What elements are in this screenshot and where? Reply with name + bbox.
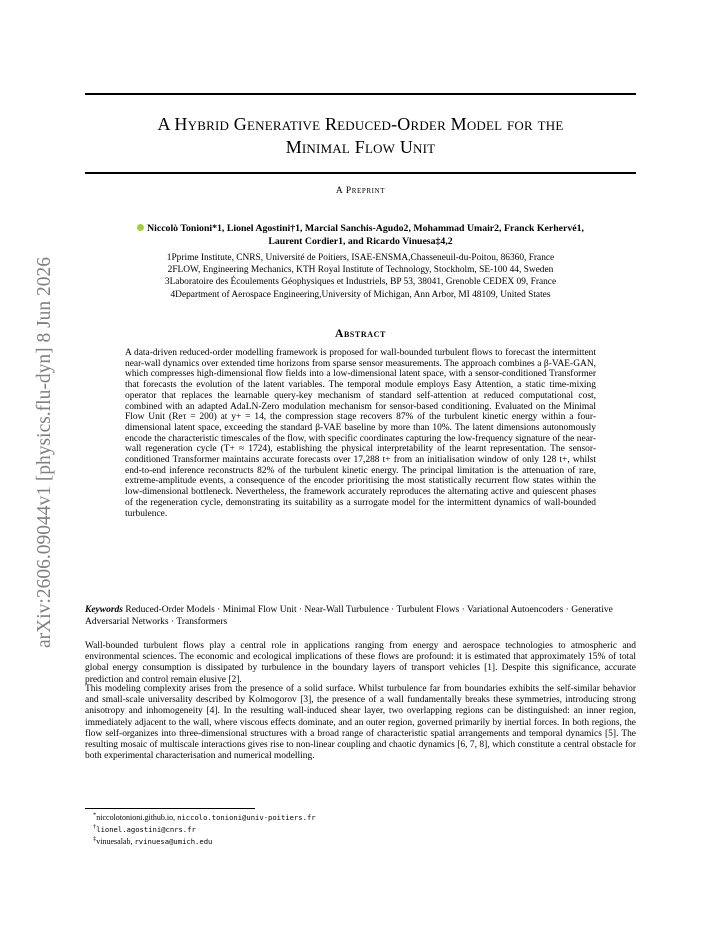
paper-title-line-1: A Hybrid Generative Reduced-Order Model for the (157, 114, 564, 134)
footnote-mark: † (93, 823, 97, 831)
author-list (85, 222, 636, 248)
author-line-1-text: Niccolò Tonioni*1, Lionel Agostini†1, Marcial Sanchis-Agudo2, Mohammad Umair2, Franck Kerhervé1, (147, 223, 584, 234)
preprint-label: A Preprint (335, 186, 386, 196)
intro-paragraph-2: This modeling complexity arises from the presence of a solid surface. Whilst turbulence far from boundaries exhibits the self-similar behavior and small-scale universality described by Kolmogorov [3], the presence of a wall fundamentally breaks these symmetries, introducing strong anisotropy and inhomogeneity [4]. In the resulting wall-induced shear layer, two overlapping regions can be distinguished: an inner region, immediately adjacent to the wall, where viscous effects dominate, and an outer region, governed primarily by inertial forces. In both regions, the flow self-organizes into three-dimensional structures with a broad range of characteristic spatial arrangements and temporal dynamics [5]. The resulting mosaic of multiscale interactions gives rise to non-linear coupling and chaotic dynamics [6, 7, 8], which constitute a central obstacle for both experimental characterisation and numerical modelling. (85, 684, 636, 762)
keywords (85, 605, 636, 628)
affiliations (85, 252, 636, 301)
footnote-3 (93, 836, 316, 848)
affiliation-4: 4Department of Aerospace Engineering,University of Michigan, Ann Arbor, MI 48109, United States (170, 289, 551, 300)
footnote-1 (93, 812, 316, 824)
title-rule-bottom (85, 172, 636, 174)
affiliation-2: 2FLOW, Engineering Mechanics, KTH Royal Institute of Technology, Stockholm, SE-100 44, Sweden (167, 265, 554, 276)
author-line-2: Laurent Cordier1, and Ricardo Vinuesa‡4,2 (268, 236, 453, 247)
orcid-icon[interactable] (137, 224, 144, 231)
footnote-rule (85, 808, 255, 809)
abstract-heading: Abstract (335, 328, 386, 340)
intro-paragraph-1: Wall-bounded turbulent flows play a central role in applications ranging from energy and aerospace technologies to atmospheric and environmental sciences. The economic and ecological implications of these flows are profound: it is estimated that approximately 15% of total global energy consumption is dissipated by turbulence in the boundary layers of transport vehicles [1]. Despite this significance, accurate prediction and control remain elusive [2]. (85, 641, 636, 685)
footnote-mark: ‡ (93, 835, 97, 843)
arxiv-sidebar (14, 178, 54, 648)
footnote-email[interactable]: niccolo.tonioni@univ-poitiers.fr (177, 813, 316, 822)
paper-title-line-2: Minimal Flow Unit (285, 137, 436, 157)
arxiv-identifier: arXiv:2606.09044v1 [physics.flu-dyn] 8 Jun 2026 (34, 256, 55, 648)
title-rule-top (85, 93, 636, 95)
footnote-2 (93, 824, 316, 836)
affiliation-3: 3Laboratoire des Écoulements Géophysiques et Industriels, BP 53, 38041, Grenoble CEDEX 09, France (164, 277, 557, 288)
footnote-email[interactable]: rvinuesa@umich.edu (134, 837, 213, 846)
affiliation-1: 1Pprime Institute, CNRS, Université de Poitiers, ISAE-ENSMA,Chasseneuil-du-Poitou, 86360, France (166, 253, 555, 263)
abstract-body: A data-driven reduced-order modelling framework is proposed for wall-bounded turbulent flows to forecast the intermittent near-wall dynamics over extended time horizons from sparse sensor measurements. The approach combines a β-VAE-GAN, which compresses high-dimensional flow fields into a low-dimensional latent space, with a sensor-conditioned Transformer that forecasts the evolution of the latent variables. The temporal module employs Easy Attention, a static time-mixing operator that replaces the learnable query-key mechanism of standard self-attention at reduced computational cost, combined with an adapted AdaLN-Zero modulation mechanism for sensor-based conditioning. Evaluated on the Minimal Flow Unit (Reτ = 200) at y+ = 14, the compression stage recovers 87% of the turbulent kinetic energy within a four-dimensional latent space, exceeding the standard β-VAE baseline by more than 10%. The latent dimensions autonomously encode the characteristic timescales of the flow, with specific coordinates capturing the low-frequency signature of the near-wall regeneration cycle (T+ ≈ 1724), establishing the physical interpretability of the learnt representation. The sensor-conditioned Transformer maintains accurate forecasts over 17,288 t+ from an initialisation window of only 128 t+, whilst end-to-end inference reconstructs 82% of the turbulent kinetic energy. The principal limitation is the attenuation of rare, extreme-amplitude events, a consequence of the encoder prioritising the most statistically recurrent flow states within the low-dimensional bottleneck. Nevertheless, the framework accurately reproduces the alternating active and quiescent phases of the regeneration cycle, demonstrating its suitability as a surrogate model for the intermittent dynamics of wall-bounded turbulence. (125, 348, 596, 519)
paper-title (85, 113, 636, 159)
footnote-mark: * (93, 811, 97, 819)
author-line-1 (85, 222, 636, 235)
footnote-email[interactable]: lionel.agostini@cnrs.fr (96, 825, 196, 834)
footnote-website[interactable]: vinuesalab, (96, 837, 135, 846)
footnote-website[interactable]: niccolotonioni.github.io, (96, 813, 178, 822)
footnotes (93, 812, 316, 848)
keywords-text: Reduced-Order Models · Minimal Flow Unit · Near-Wall Turbulence · Turbulent Flows · Variational Autoencoders · Generative Adversarial Networks · Transformers (85, 605, 613, 627)
keywords-label: Keywords (85, 605, 123, 615)
